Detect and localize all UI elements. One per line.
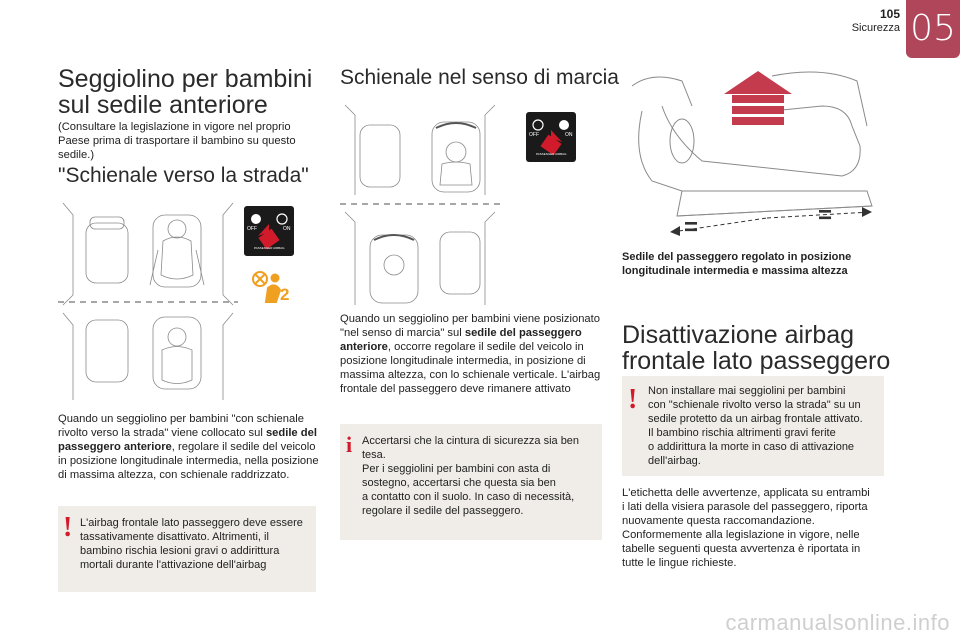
equal-sign-right: = [818,202,833,229]
text-line: tutte le lingue richieste. [622,557,737,569]
equal-sign-left: = [684,214,699,241]
page-number: 105 [879,7,900,21]
text-line [340,326,600,340]
text-line: a contatto con il suolo. In caso di necessità, [362,491,575,503]
text-line: i lati della visiera parasole del passeggero, riporta [622,501,868,513]
text-line: Il bambino rischia altrimenti gravi ferite [648,427,836,439]
text-line: mortali durante l'attivazione dell'airbag [80,559,267,571]
text-line: Paese prima di trasportare il bambino su questo [58,135,296,147]
seat-side-illustration [622,66,874,242]
text-span: , regolare il sedile del veicolo [171,441,316,453]
text-span: "nel senso di marcia" sul [340,327,465,339]
section-heading: Schienale nel senso di marcia [340,66,619,89]
text-line: regolare il sedile del passeggero. [362,505,524,517]
chapter-tab: 05 [906,0,960,58]
heading-line: Seggiolino per bambini [58,65,313,93]
text-line: di massima altezza, con schienale raddrizzato. [58,469,290,481]
text-line: (Consultare la legislazione in vigore nel proprio [58,121,291,133]
text-line: tabelle seguenti questa avvertenza è riportata in [622,543,861,555]
text-line: o addirittura la morte in caso di attivazione [648,441,855,453]
text-line: Conformemente alla legislazione in vigore, nelle [622,529,860,541]
text-line: longitudinale intermedia e massima altezza [622,265,848,277]
heading-line: Disattivazione airbag [622,321,855,349]
heading-line: sul sedile anteriore [58,91,268,119]
text-line: Sedile del passeggero regolato in posizione [622,251,852,263]
warning-icon: ! [63,512,73,543]
switch-label-off: OFF [247,226,257,232]
text-line: sedile.) [58,149,95,161]
text-line: sedile protetto da un airbag frontale attivato. [648,413,863,425]
bold-span: passeggero anteriore [58,441,172,453]
text-line: Per i seggiolini per bambini con asta di [362,463,551,475]
info-text [362,434,579,518]
switch-text: PASSENGER AIRBAG [254,246,285,250]
switch-text: PASSENGER AIRBAG [536,152,567,156]
text-line: bambino rischia lesioni gravi o addirittura [80,545,280,557]
watermark: carmanualsonline.info [725,610,950,635]
text-span: , occorre regolare il sedile del veicolo in [387,341,584,353]
warning-text [80,516,303,572]
text-line: massima altezza, con lo schienale verticale. L'airbag [340,369,601,381]
switch-label-off: OFF [529,132,539,138]
warning-text [648,384,863,468]
section-heading [58,66,312,118]
text-line: tassativamente disattivato. Altrimenti, il [80,531,269,543]
bold-span: sedile del passeggero [464,327,582,339]
text-line: posizione longitudinale intermedia, in posizione di [340,355,586,367]
figure-caption [622,250,851,278]
section-heading [622,322,890,374]
text-line: dell'airbag. [648,455,701,467]
text-line: Non installare mai seggiolini per bambini [648,385,846,397]
switch-label-on: ON [283,226,291,232]
text-line: L'etichetta delle avvertenze, applicata su entrambi [622,487,870,499]
subsection-heading: "Schienale verso la strada" [58,164,309,187]
bold-span: anteriore [340,341,388,353]
text-line: sostegno, accertarsi che questa sia ben [362,477,556,489]
section-title: Sicurezza [851,22,900,34]
text-line: Quando un seggiolino per bambini "con schienale [58,413,304,425]
forward-facing-paragraph [340,312,600,396]
text-line: con "schienale rivolto verso la strada" su un [648,399,861,411]
text-line: Accertarsi che la cintura di sicurezza sia ben [362,435,580,447]
label-paragraph [622,486,870,570]
airbag-number: 2 [280,285,290,304]
text-line [58,426,319,440]
text-line: L'airbag frontale lato passeggero deve essere [80,517,303,529]
text-line [58,440,319,454]
text-line: tesa. [362,449,386,461]
bold-span: sedile del [265,427,317,439]
intro-text [58,120,296,162]
text-line: Quando un seggiolino per bambini viene posizionato [340,313,600,325]
forward-facing-seat-illustration [340,100,500,310]
info-icon: i [346,432,353,457]
text-span: rivolto verso la strada" viene collocato sul [58,427,266,439]
text-line [340,340,600,354]
rear-facing-paragraph [58,412,319,482]
heading-line: frontale lato passeggero [622,347,891,375]
warning-icon: ! [628,384,638,415]
switch-label-on: ON [565,132,573,138]
rear-facing-seat-illustration [58,195,238,405]
text-line: frontale del passeggero deve rimanere attivato [340,383,571,395]
text-line: in posizione longitudinale intermedia, nella posizione [58,455,319,467]
text-line: nuovamente questa raccomandazione. [622,515,815,527]
